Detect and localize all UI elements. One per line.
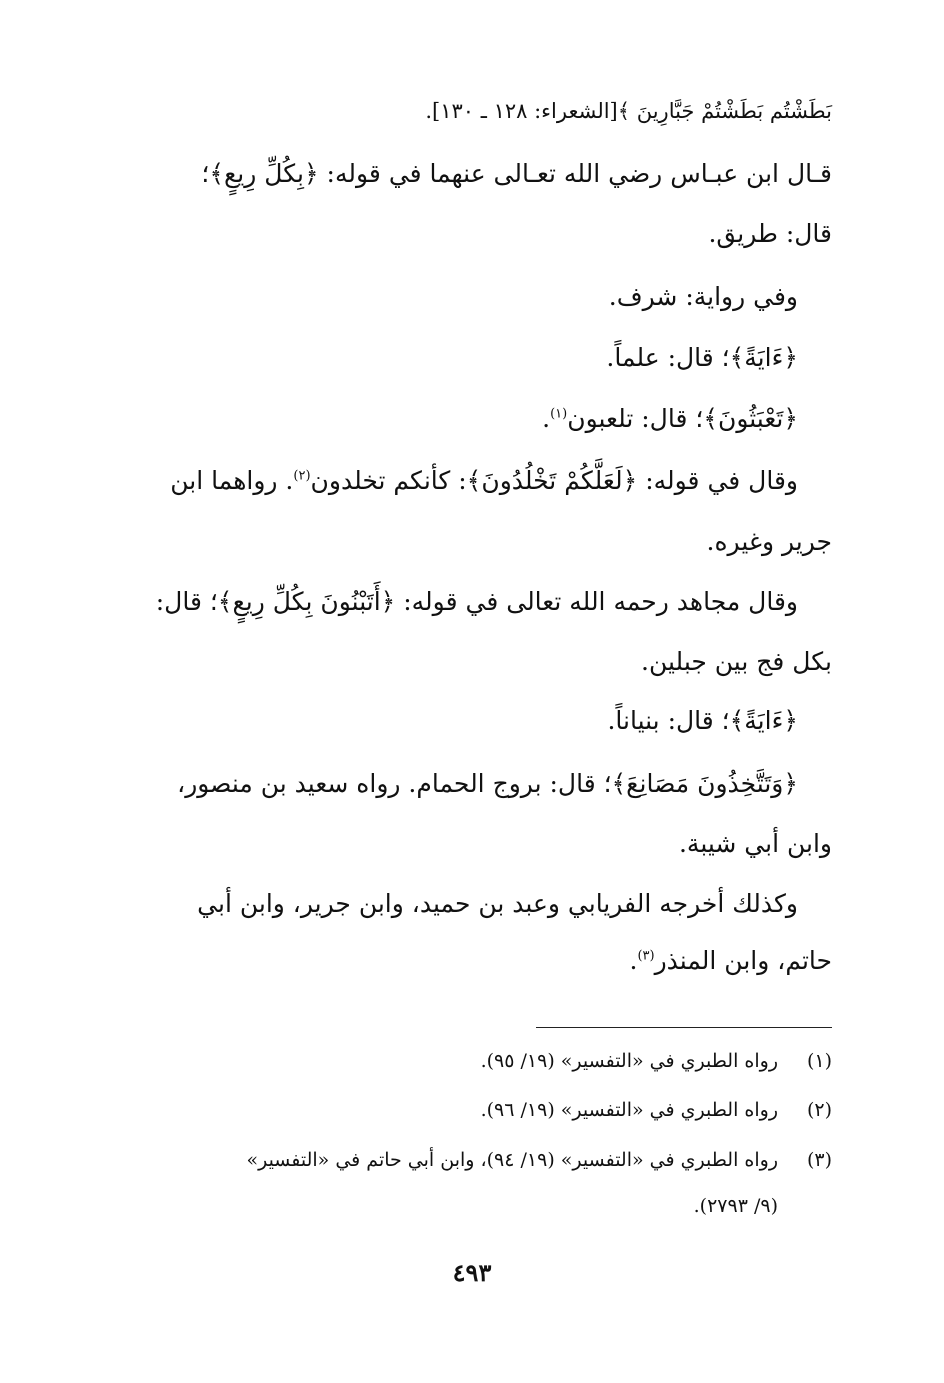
body-line-7: جرير وغيره. bbox=[706, 527, 832, 556]
footnote-separator bbox=[536, 1027, 832, 1028]
body-line-14 bbox=[630, 945, 833, 977]
body-line-5 bbox=[542, 403, 798, 435]
body-line-5-text: ﴿تَعْبَثُونَ﴾؛ قال: تلعبون bbox=[567, 404, 798, 433]
body-line-9: بكل فج بين جبلين. bbox=[641, 647, 832, 676]
body-line-11: ﴿وَتَتَّخِذُونَ مَصَانِعَ﴾؛ قال: بروج الحمام. رواه سعيد بن منصور، bbox=[177, 769, 798, 798]
footnote-3-number: (٣) bbox=[806, 1149, 832, 1171]
footnote-3-continuation: (٩/ ٢٧٩٣). bbox=[693, 1195, 778, 1217]
body-line-5-end: . bbox=[542, 404, 551, 433]
footnote-1-number: (١) bbox=[806, 1050, 832, 1072]
body-line-14-text: حاتم، وابن المنذر bbox=[654, 946, 832, 975]
footnote-2 bbox=[481, 1097, 832, 1123]
body-line-6-end: . رواهما ابن bbox=[170, 466, 294, 495]
body-line-2: قال: طريق. bbox=[708, 219, 832, 248]
footnote-mark-2: (٢) bbox=[293, 468, 311, 484]
body-line-10: ﴿ءَايَةً﴾؛ قال: بنياناً. bbox=[607, 706, 798, 735]
body-line-6 bbox=[170, 465, 798, 497]
body-line-14-end: . bbox=[629, 946, 638, 975]
page-number: ٤٩٣ bbox=[452, 1258, 492, 1287]
body-line-13: وكذلك أخرجه الفريابي وعبد بن حميد، وابن جرير، وابن أبي bbox=[197, 889, 798, 918]
footnote-1-text: رواه الطبري في «التفسير» (١٩/ ٩٥). bbox=[480, 1050, 778, 1072]
footnote-1 bbox=[481, 1048, 832, 1074]
footnote-mark-1: (١) bbox=[550, 406, 568, 422]
footnote-3 bbox=[246, 1147, 832, 1173]
footnote-3-text: رواه الطبري في «التفسير» (١٩/ ٩٤)، وابن أبي حاتم في «التفسير» bbox=[246, 1149, 778, 1171]
body-line-8: وقال مجاهد رحمه الله تعالى في قوله: ﴿أَتَبْنُونَ بِكُلِّ رِيعٍ﴾؛ قال: bbox=[155, 587, 798, 616]
footnote-2-number: (٢) bbox=[806, 1099, 832, 1121]
body-line-4: ﴿ءَايَةً﴾؛ قال: علماً. bbox=[606, 343, 798, 372]
verse-continuation-line: بَطَشْتُم بَطَشْتُمْ جَبَّارِينَ ﴾[الشعراء: ١٢٨ ـ ١٣٠]. bbox=[425, 99, 832, 123]
body-line-1: قـال ابن عبـاس رضي الله تعـالى عنهما في قوله: ﴿بِكُلِّ رِيعٍ﴾؛ bbox=[201, 159, 832, 188]
footnote-mark-3: (٣) bbox=[637, 948, 655, 964]
body-line-6-text: وقال في قوله: ﴿لَعَلَّكُمْ تَخْلُدُونَ﴾: كأنكم تخلدون bbox=[310, 466, 798, 495]
body-line-12: وابن أبي شيبة. bbox=[678, 829, 832, 858]
body-line-3: وفي رواية: شرف. bbox=[608, 282, 798, 311]
footnote-2-text: رواه الطبري في «التفسير» (١٩/ ٩٦). bbox=[480, 1099, 778, 1121]
